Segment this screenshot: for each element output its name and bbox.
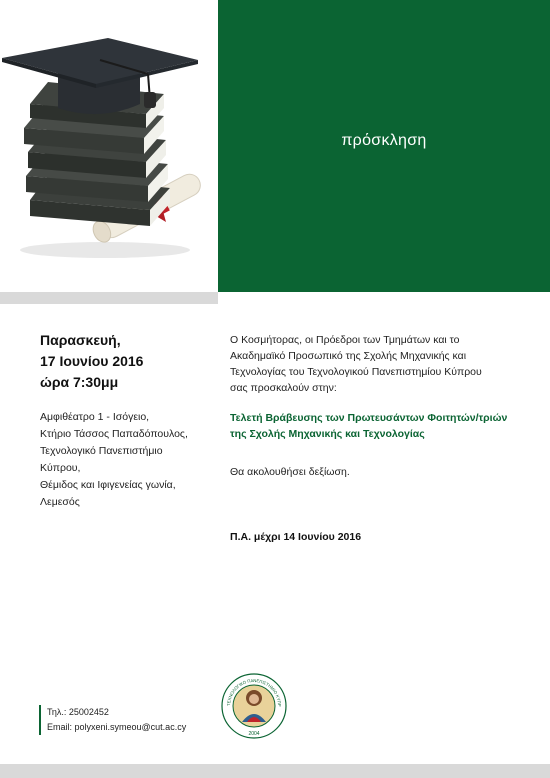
intro-line: σας προσκαλούν στην: — [230, 382, 337, 394]
reception-note: Θα ακολουθήσει δεξίωση. — [230, 466, 350, 478]
venue-line: Τεχνολογικό Πανεπιστήμιο — [40, 445, 163, 457]
intro-line: Ο Κοσμήτορας, οι Πρόεδροι των Τμημάτων και το — [230, 334, 460, 346]
event-title-line: της Σχολής Μηχανικής και Τεχνολογίας — [230, 428, 425, 440]
intro-line: Τεχνολογίας του Τεχνολογικού Πανεπιστημίου Κύπρου — [230, 366, 482, 378]
university-seal-icon — [220, 672, 288, 740]
rsvp-deadline: Π.Α. μέχρι 14 Ιουνίου 2016 — [230, 531, 362, 543]
university-seal-logo — [220, 672, 288, 740]
event-time: ώρα 7:30μμ — [40, 374, 119, 390]
event-date-block — [40, 330, 210, 393]
event-date: 17 Ιουνίου 2016 — [40, 353, 144, 369]
seal-year: 2004 — [248, 731, 260, 737]
contact-phone: Τηλ.: 25002452 — [47, 707, 109, 717]
venue-line: Κύπρου, — [40, 462, 81, 474]
footer-band — [0, 764, 550, 778]
contact-info — [39, 705, 186, 735]
invitation-intro — [230, 332, 530, 396]
venue-address — [40, 409, 215, 511]
venue-line: Λεμεσός — [40, 496, 80, 508]
event-day: Παρασκευή, — [40, 332, 121, 348]
venue-line: Κτήριο Τάσσος Παπαδόπουλος, — [40, 428, 188, 440]
invitation-title: πρόσκληση — [341, 132, 427, 149]
intro-line: Ακαδημαϊκό Προσωπικό της Σχολής Μηχανικής και — [230, 350, 467, 362]
contact-email[interactable]: Email: polyxeni.symeou@cut.ac.cy — [47, 722, 187, 732]
venue-line: Αμφιθέατρο 1 - Ισόγειο, — [40, 411, 150, 423]
divider-band — [0, 292, 218, 304]
event-title-line: Τελετή Βράβευσης των Πρωτευσάντων Φοιτητών/τριών — [230, 412, 508, 424]
header-panel — [218, 0, 550, 292]
graduation-illustration — [0, 0, 218, 292]
venue-line: Θέμιδος και Ιφιγενείας γωνία, — [40, 479, 176, 491]
event-title — [230, 410, 535, 442]
graduation-cap-icon — [0, 0, 218, 292]
seal-ring-text: ΤΕΧΝΟΛΟΓΙΚΟ ΠΑΝΕΠΙΣΤΗΜΙΟ ΚΥΠΡ — [225, 677, 283, 707]
